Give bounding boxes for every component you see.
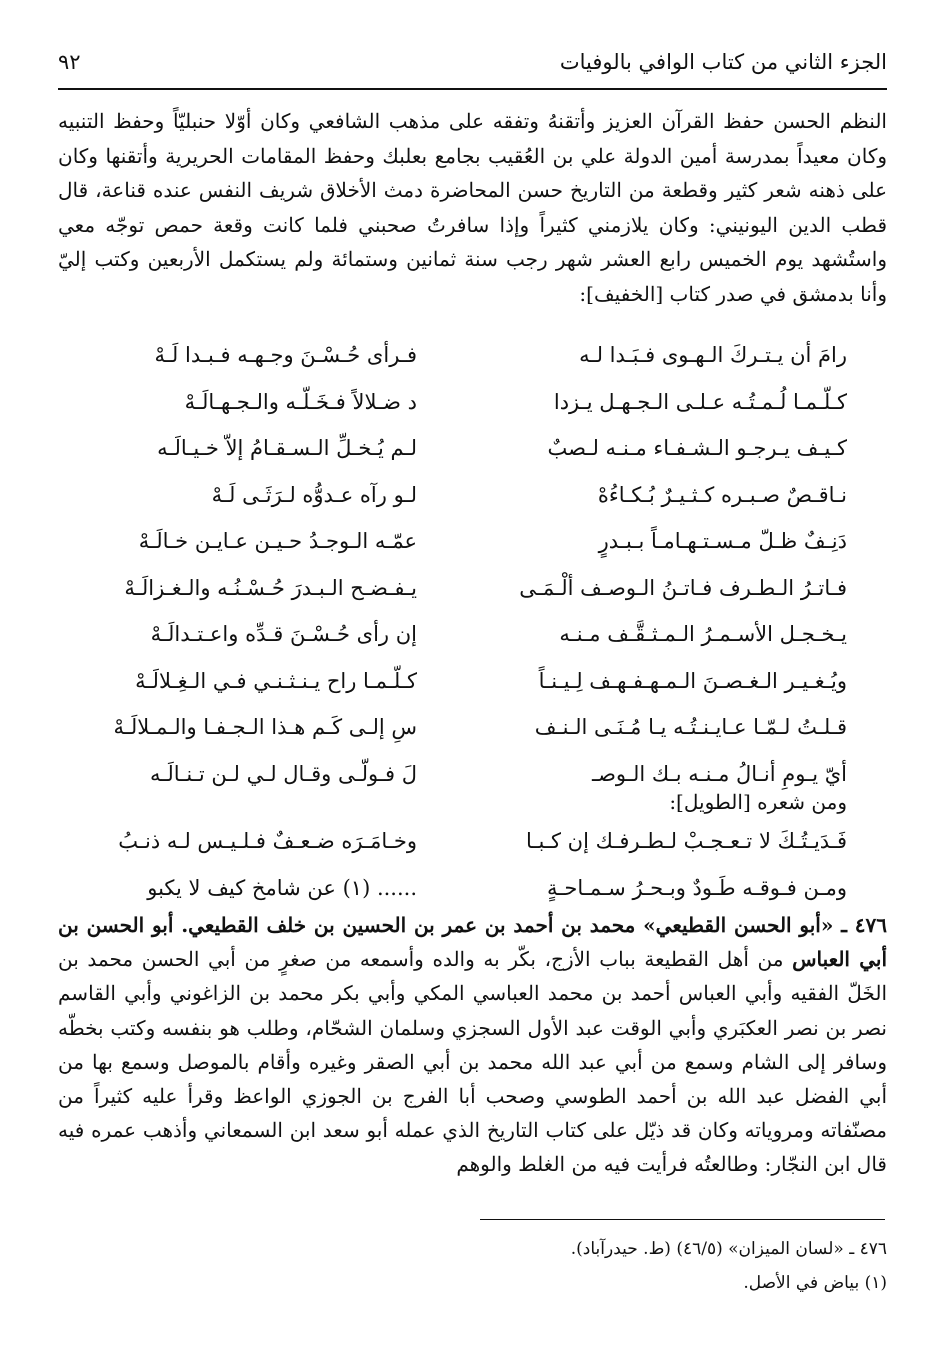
footnote-rule	[480, 1219, 885, 1220]
entry-476	[58, 908, 887, 1182]
verse	[58, 865, 887, 912]
verse-second-hemistich: لـو رآه عـدوُّه لـرَثَـى لَـهْ	[211, 482, 417, 507]
verse-second-hemistich: إن رأى حُـسْـنَ قـدِّه واعـتـدالَـهْ	[150, 622, 417, 647]
verse-second-hemistich: سِ إلـى كَـم هـذا الـجـفـا والـمـلالَـهْ	[113, 715, 417, 740]
intro-paragraph	[58, 104, 887, 311]
entry-text: من أهل القطيعة بباب الأزج، بكّر به والده وأسمعه من صغرٍ من أبي الحسن محمد بن الخَلّ الفقيه وأبي العباس أحمد بن محمد العباسي المكي وأبي بكر محمد بن الزاغوني وأبي القاسم نصر بن نصر العكبَري وأبي الوقت عبد الأول السجزي وسلمان الشحّام، وطلب هو بنفسه وكتب بخطّه وسافر إلى الشام وسمع من أبي عبد الله محمد بن أبي الصقر وغيره وأقام بالموصل وسمع بها من أبي الفضل عبد الله بن أحمد الطوسي وصحب أبا الفرج بن الجوزي الواعظ وقرأ عليه كثيراً من مصنّفاته ومروياته وكان قد ذيّل على كتاب التاريخ الذي عمله أبو سعد ابن السمعاني وأذهب عمره فيه قال ابن النجّار: وطالعتُه فرأيت فيه من الغلط والوهم	[58, 947, 887, 1177]
verse-second-hemistich: وخـامَـرَه ضـعـفٌ فـلـيـس لـه ذنـبُ	[118, 829, 417, 854]
verse	[58, 472, 887, 519]
verse-first-hemistich: نـاقـصٌ صـبـره كـثـيـرٌ بُـكـاءُهْ	[597, 482, 847, 507]
verse-first-hemistich: رامَ أن يـتـركَ الـهـوى فـبَـدا لـه	[579, 343, 847, 368]
footnote: ٤٧٦ ـ «لسان الميزان» (٤٦/٥) (ط. حيدرآباد).	[570, 1239, 887, 1259]
verse	[58, 658, 887, 705]
verse-second-hemistich: يـفـضـح الـبـدرَ حُـسْـنُـه والـغـزالَـهْ	[124, 575, 417, 600]
verse	[58, 332, 887, 379]
verse-second-hemistich: ...... (١) عن شامخ كيف لا يكبو	[147, 875, 417, 900]
verse	[58, 425, 887, 472]
verse-first-hemistich: دَنِـفٌ ظـلّ مـسـتـهـامـاً بـبـدرٍ	[598, 529, 847, 554]
verse	[58, 818, 887, 865]
entry-heading: ٤٧٦ ـ «أبو الحسن القطيعي» محمد بن أحمد بن عمر بن الحسين بن خلف القطيعي. أبو الحسن بن أبي العباس	[58, 913, 888, 972]
poem-tawil	[58, 818, 887, 911]
verse-first-hemistich: قـلـتُ لـمّـا عـايـنـتُـه يـا مُـنَـى الـنـف	[534, 715, 847, 740]
page-number: ٩٢	[58, 50, 81, 74]
verse-first-hemistich: ومـن فـوقـه طَـودٌ وبـحـرُ سـمـاحـةٍ	[546, 875, 847, 900]
running-title: الجزء الثاني من كتاب الوافي بالوفيات	[559, 50, 887, 74]
verse-second-hemistich: كـلّـمـا راح يـنـثـنـي فـي الـغِـلالَـهْ	[135, 668, 417, 693]
verse-first-hemistich: فَـدَيـتُـكَ لا تـعـجـبْ لـطـرفـك إن كـبـا	[525, 829, 847, 854]
header-rule	[58, 88, 887, 90]
verse-first-hemistich: يـخـجـل الأسـمـرُ الـمـثـقَّـف مـنـه	[559, 622, 847, 647]
page-header	[58, 40, 887, 84]
verse-first-hemistich: أيّ يـومِ أنـالُ مـنـه بـك الـوصـ	[591, 761, 847, 786]
verse-second-hemistich: فـرأى حُـسْـنَ وجـهـه فـبـدا لَـهْ	[154, 343, 417, 368]
verse-second-hemistich: لَ فـولّـى وقـال لـي لـن تـنـالَـه	[149, 761, 417, 786]
verse	[58, 379, 887, 426]
verse-second-hemistich: عمّـه الـوجـدُ حـيـن عـايـن خـالَـهْ	[138, 529, 417, 554]
verse-second-hemistich: د ضـلالاً فـخَـلّـه والـجـهـالَـهْ	[184, 389, 417, 414]
intro-text: النظم الحسن حفظ القرآن العزيز وأتقنهُ وتفقه على مذهب الشافعي وكان أوّلا حنبليّاً وحفظ التنبيه وكان معيداً بمدرسة أمين الدولة علي بن العُقيب بجامع بعلبك وحفظ المقامات الحريرية وأتقنها وكان على ذهنه شعر كثير وقطعة من التاريخ حسن المحاضرة دمث الأخلاق شريف النفس عنده قناعة، قال قطب الدين اليونيني: وكان يلازمني كثيراً وإذا سافرتُ صحبني فلما كانت وقعة حمص توجّه معي واستُشهد يوم الخميس رابع العشر شهر رجب سنة ثمانين وستمائة ولم يستكمل الأربعين وكتب إليّ وأنا بدمشق في صدر كتاب [الخفيف]:	[58, 109, 887, 306]
verse-first-hemistich: كـيـف يـرجـو الـشـفـاء مـنـه لـصبٌ	[547, 436, 847, 461]
footnotes	[58, 1232, 887, 1300]
verse	[58, 518, 887, 565]
verse-first-hemistich: فـاتـرُ الـطـرف فـاتـنُ الـوصـف ألْـمَـى	[519, 575, 847, 600]
verse	[58, 565, 887, 612]
poem-khafif	[58, 332, 887, 797]
verse-second-hemistich: لـم يُـخـلِّ الـسـقـامُ إلاّ خـيـالَـه	[157, 436, 417, 461]
verse-first-hemistich: ويُـغـيـر الـغـصـنَ الـمـهـفـهـف لِـيـنـاً	[538, 668, 847, 693]
verse	[58, 611, 887, 658]
verse-first-hemistich: كـلّـمـا لُـمـتُـه عـلـى الـجـهـل يـزدا	[553, 389, 847, 414]
tawil-intro: ومن شعره [الطويل]:	[669, 790, 847, 814]
verse	[58, 704, 887, 751]
footnote: (١) بياض في الأصل.	[743, 1273, 887, 1293]
